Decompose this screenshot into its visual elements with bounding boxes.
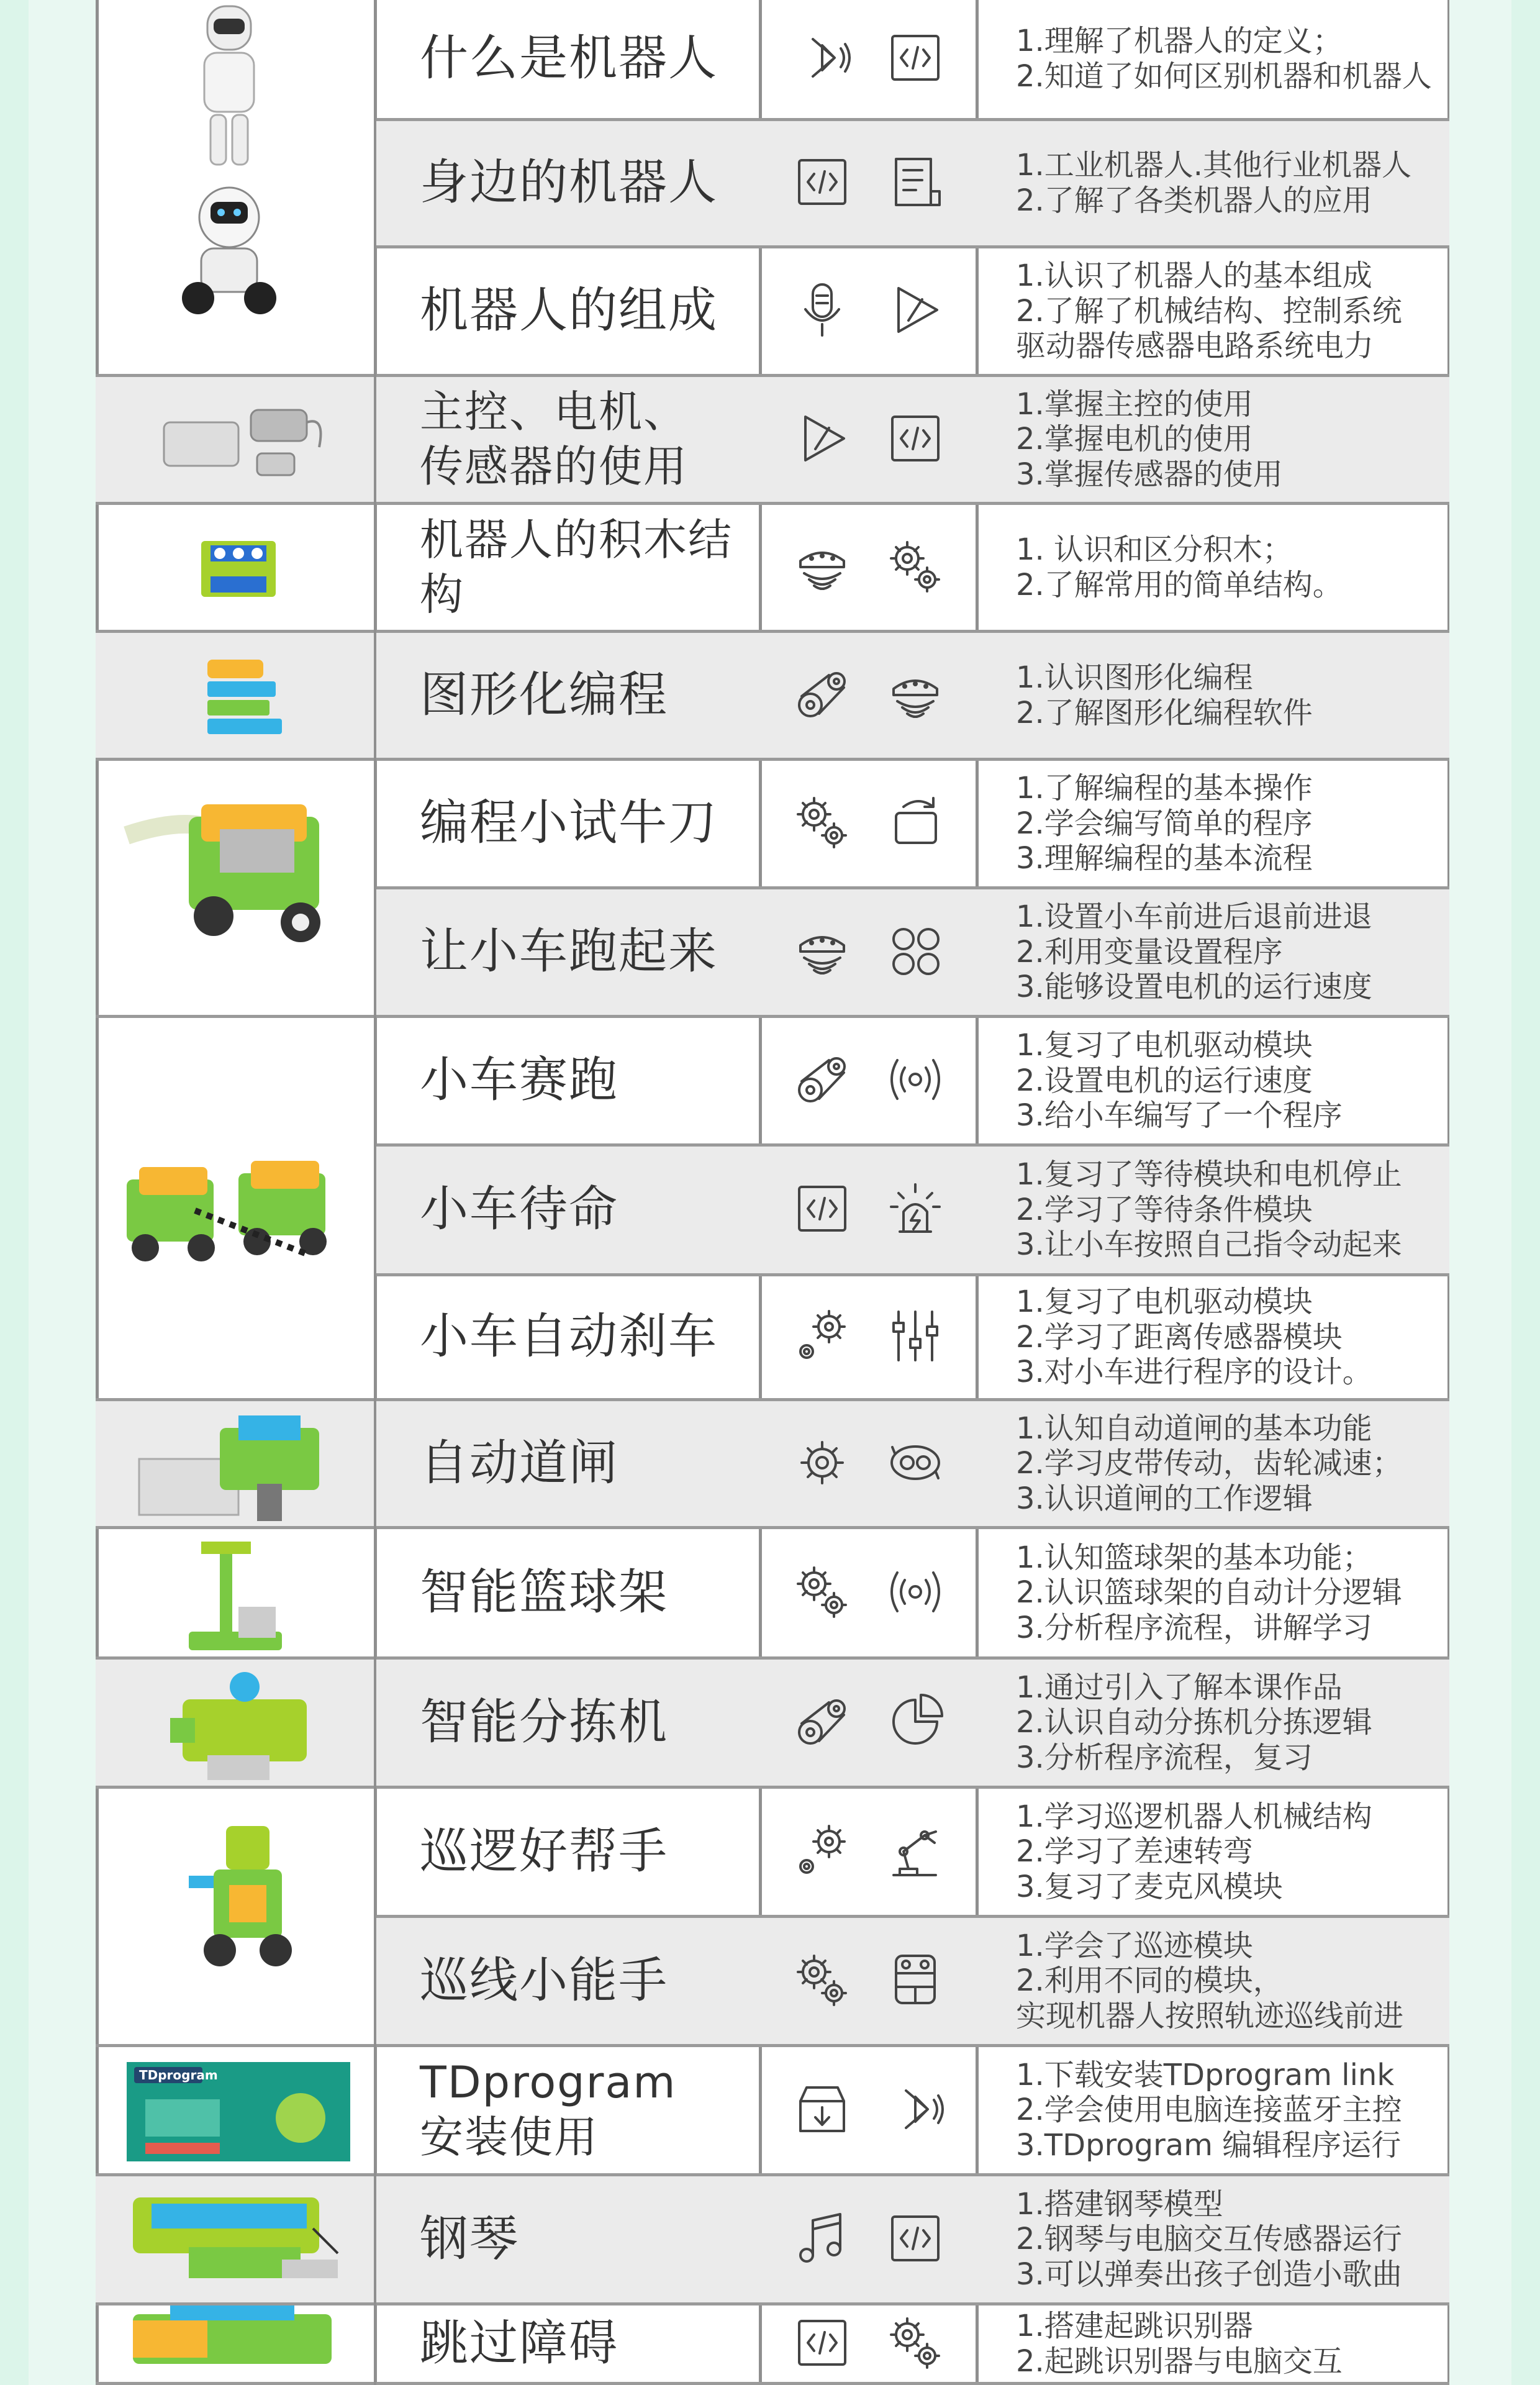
learning-goals <box>979 1918 1449 2044</box>
lesson-icons <box>761 248 976 374</box>
course-row <box>376 1147 1449 1276</box>
lesson-icons <box>761 0 976 118</box>
learning-goals <box>979 2306 1449 2382</box>
goal-line: 2.利用不同的模块， <box>1016 1963 1283 1999</box>
broadcast-icon <box>881 1045 949 1116</box>
goal-line: 1.复习了电机驱动模块 <box>1016 1284 1313 1320</box>
belt-icon <box>788 660 856 731</box>
goal-line: 2.知道了如何区别机器和机器人 <box>1016 59 1432 94</box>
course-row <box>376 2047 1449 2176</box>
lesson-icons <box>761 1660 976 1786</box>
lesson-title: 机器人的组成 <box>420 283 718 339</box>
goal-line: 1.掌握主控的使用 <box>1016 386 1253 422</box>
goal-line: 3.让小车按照自己指令动起来 <box>1016 1227 1402 1263</box>
sorting-machine-image <box>96 1660 374 1786</box>
goal-line: 驱动器传感器电路系统电力 <box>1016 329 1374 364</box>
robotarm-icon <box>881 1817 949 1888</box>
learning-goals <box>979 761 1449 886</box>
course-row <box>376 889 1449 1018</box>
building-brick-image <box>96 505 374 630</box>
sensor-icon <box>881 660 949 731</box>
goal-line: 2.学习皮带传动，齿轮减速； <box>1016 1446 1402 1481</box>
goal-line: 1. 认识和区分积木； <box>1016 532 1293 567</box>
learning-goals <box>979 1789 1449 1915</box>
gears-icon <box>788 1946 856 2017</box>
music-icon <box>788 2204 856 2275</box>
gears2-icon <box>788 1817 856 1888</box>
lesson-icons <box>761 1147 976 1273</box>
learning-goals <box>979 1529 1449 1656</box>
goal-line: 1.通过引入了解本课作品 <box>1016 1670 1343 1705</box>
piano-model-image <box>96 2176 374 2302</box>
code-icon <box>881 404 949 475</box>
belt-icon <box>788 1045 856 1116</box>
barrier-gate-image <box>96 1401 374 1526</box>
learning-goals <box>979 633 1449 758</box>
piechart-icon <box>881 1688 949 1758</box>
goal-line: 2.认识篮球架的自动计分逻辑 <box>1016 1575 1402 1610</box>
goal-line: 1.认知篮球架的基本功能； <box>1016 1540 1372 1575</box>
play-icon <box>881 276 949 347</box>
code-icon <box>881 2204 949 2275</box>
lesson-icons <box>761 1918 976 2044</box>
course-row <box>376 377 1449 505</box>
learning-goals <box>979 248 1449 374</box>
basketball-hoop-image <box>96 1529 374 1656</box>
bluetooth-icon <box>881 2075 949 2146</box>
goal-line: 1.复习了电机驱动模块 <box>1016 1028 1313 1063</box>
lesson-title: 编程小试牛刀 <box>420 795 718 852</box>
goal-line: 2.学习了差速转弯 <box>1016 1834 1253 1869</box>
bus-icon <box>881 1946 949 2017</box>
alarm-icon <box>881 1174 949 1245</box>
lesson-title: TDprogram 安装使用 <box>420 2057 677 2163</box>
gears2-icon <box>788 1302 856 1373</box>
goal-line: 2.了解图形化编程软件 <box>1016 695 1313 730</box>
course-row <box>376 633 1449 761</box>
goal-line: 3.理解编程的基本流程 <box>1016 841 1313 876</box>
lesson-icons <box>761 505 976 630</box>
goal-line: 2.了解了机械结构、控制系统 <box>1016 293 1402 329</box>
download-icon <box>788 2075 856 2146</box>
goal-line: 3.复习了麦克风模块 <box>1016 1869 1283 1904</box>
goal-line: 3.TDprogram 编辑程序运行 <box>1016 2127 1402 2163</box>
lesson-icons <box>761 761 976 886</box>
goal-line: 3.分析程序流程，讲解学习 <box>1016 1610 1372 1645</box>
lesson-icons <box>761 1789 976 1915</box>
gears-icon <box>788 1558 856 1629</box>
course-row <box>376 248 1449 377</box>
goal-line: 2.学习了距离传感器模块 <box>1016 1319 1343 1355</box>
goal-line: 1.认识图形化编程 <box>1016 660 1253 695</box>
goal-line: 2.了解了各类机器人的应用 <box>1016 183 1372 218</box>
goal-line: 2.钢琴与电脑交互传感器运行 <box>1016 2222 1402 2257</box>
code-icon <box>881 24 949 94</box>
course-row <box>376 1401 1449 1529</box>
lesson-title: 小车自动刹车 <box>420 1309 718 1365</box>
lesson-title: 什么是机器人 <box>420 30 718 87</box>
course-row <box>376 1660 1449 1789</box>
goal-line: 1.学会了巡迹模块 <box>1016 1928 1253 1963</box>
learning-goals <box>979 2047 1449 2173</box>
goal-line: 2.认识自动分拣机分拣逻辑 <box>1016 1705 1372 1740</box>
goal-line: 2.设置电机的运行速度 <box>1016 1063 1313 1098</box>
course-row <box>376 1918 1449 2047</box>
goal-line: 3.分析程序流程，复习 <box>1016 1740 1313 1775</box>
course-row <box>376 761 1449 889</box>
lesson-icons <box>761 1018 976 1143</box>
goal-line: 3.对小车进行程序的设计。 <box>1016 1355 1372 1390</box>
lesson-title: 跳过障碍 <box>420 2315 619 2371</box>
goal-line: 3.可以弹奏出孩子创造小歌曲 <box>1016 2256 1402 2292</box>
sensor-icon <box>788 917 856 988</box>
goal-line: 1.复习了等待模块和电机停止 <box>1016 1157 1402 1192</box>
learning-goals <box>979 0 1449 118</box>
play-icon <box>788 404 856 475</box>
obstacle-model-image <box>96 2306 374 2382</box>
code-icon <box>788 148 856 219</box>
lesson-title: 小车待命 <box>420 1181 619 1238</box>
learning-goals <box>979 1276 1449 1398</box>
goal-line: 2.起跳识别器与电脑交互 <box>1016 2343 1343 2379</box>
goal-line: 1.认知自动道闸的基本功能 <box>1016 1411 1372 1446</box>
lesson-icons <box>761 1529 976 1656</box>
learning-goals <box>979 2176 1449 2302</box>
gears-icon <box>881 2309 949 2379</box>
lesson-title: 身边的机器人 <box>420 155 718 211</box>
goal-line: 1.搭建钢琴模型 <box>1016 2186 1223 2222</box>
broadcast-icon <box>881 1558 949 1629</box>
goal-line: 1.工业机器人.其他行业机器人 <box>1016 148 1412 183</box>
page-margin-right <box>1511 0 1540 2385</box>
goal-line: 1.认识了机器人的基本组成 <box>1016 258 1372 294</box>
lesson-icons <box>761 2176 976 2302</box>
goal-line: 3.认识道闸的工作逻辑 <box>1016 1481 1313 1516</box>
goal-line: 实现机器人按照轨迹巡线前进 <box>1016 1998 1404 2033</box>
lesson-title: 巡逻好帮手 <box>420 1823 669 1879</box>
course-row <box>376 1018 1449 1147</box>
goal-line: 2.学会编写简单的程序 <box>1016 806 1313 841</box>
goal-line: 1.下载安装TDprogram link <box>1016 2057 1395 2092</box>
lesson-title: 智能分拣机 <box>420 1694 669 1750</box>
sensor-icon <box>788 532 856 603</box>
microphone-icon <box>788 276 856 347</box>
lesson-icons <box>761 377 976 502</box>
goal-line: 2.掌握电机的使用 <box>1016 422 1253 457</box>
goal-line: 1.了解编程的基本操作 <box>1016 771 1313 806</box>
lesson-icons <box>761 121 976 245</box>
coding-blocks-image <box>96 633 374 758</box>
goal-line: 3.掌握传感器的使用 <box>1016 457 1283 492</box>
course-row <box>376 1789 1449 1918</box>
lesson-title: 自动道闸 <box>420 1435 619 1491</box>
goal-line: 2.利用变量设置程序 <box>1016 934 1283 970</box>
lesson-icons <box>761 1401 976 1526</box>
goal-line: 3.能够设置电机的运行速度 <box>1016 970 1372 1005</box>
lesson-title: 智能篮球架 <box>420 1564 669 1620</box>
lesson-icons <box>761 889 976 1015</box>
learning-goals <box>979 889 1449 1015</box>
lesson-icons <box>761 1276 976 1398</box>
gears-icon <box>881 532 949 603</box>
page-margin-left <box>0 0 29 2385</box>
poster-label: TDprogram <box>139 2068 218 2083</box>
learning-goals <box>979 1147 1449 1273</box>
learning-goals <box>979 1401 1449 1526</box>
learning-goals <box>979 505 1449 630</box>
bluetooth-icon <box>788 24 856 94</box>
goal-line: 1.搭建起跳识别器 <box>1016 2308 1253 2343</box>
lesson-title: 巡线小能手 <box>420 1952 669 2009</box>
goal-line: 1.设置小车前进后退前进退 <box>1016 899 1372 935</box>
lesson-icons <box>761 2306 976 2382</box>
course-row <box>376 121 1449 248</box>
software-poster-image <box>96 2047 374 2173</box>
learning-goals <box>979 377 1449 502</box>
learning-goals <box>979 1018 1449 1143</box>
lesson-icons <box>761 633 976 758</box>
humanoid-robot-image <box>96 0 374 374</box>
racing-cars-image <box>96 1018 374 1398</box>
lesson-icons <box>761 2047 976 2173</box>
course-row <box>376 2306 1449 2385</box>
course-row <box>376 505 1449 633</box>
gear-icon <box>788 1429 856 1499</box>
goal-line: 2.学会使用电脑连接蓝牙主控 <box>1016 2092 1402 2128</box>
rotate-icon <box>881 788 949 859</box>
loop-icon <box>881 1429 949 1499</box>
learning-goals <box>979 121 1449 245</box>
goal-line: 2.学习了等待条件模块 <box>1016 1192 1313 1227</box>
lesson-title: 图形化编程 <box>420 666 669 723</box>
goal-line: 1.学习巡逻机器人机械结构 <box>1016 1799 1372 1834</box>
sliders-icon <box>881 1302 949 1373</box>
learning-goals <box>979 1660 1449 1786</box>
goal-line: 1.理解了机器人的定义； <box>1016 24 1343 59</box>
goal-line: 3.给小车编写了一个程序 <box>1016 1098 1343 1133</box>
course-row <box>376 0 1449 121</box>
row-divider <box>96 2382 374 2385</box>
lesson-title: 钢琴 <box>420 2210 520 2267</box>
course-row <box>376 1529 1449 1660</box>
course-row <box>376 1276 1449 1401</box>
patrol-robot-image <box>96 1789 374 2044</box>
gears-icon <box>788 788 856 859</box>
robot-car-image <box>96 761 374 1015</box>
grid-icon <box>881 917 949 988</box>
belt-icon <box>788 1688 856 1758</box>
goal-line: 2.了解常用的简单结构。 <box>1016 567 1343 602</box>
course-table <box>96 0 1449 2385</box>
document-icon <box>881 148 949 219</box>
lesson-title: 小车赛跑 <box>420 1052 619 1109</box>
lesson-title: 让小车跑起来 <box>420 924 718 980</box>
code-icon <box>788 1174 856 1245</box>
lesson-title: 主控、电机、 传感器的使用 <box>420 386 688 492</box>
lesson-title: 机器人的积木结构 <box>420 514 733 620</box>
course-row <box>376 2176 1449 2306</box>
code-icon <box>788 2309 856 2379</box>
controller-kit-image <box>96 377 374 502</box>
